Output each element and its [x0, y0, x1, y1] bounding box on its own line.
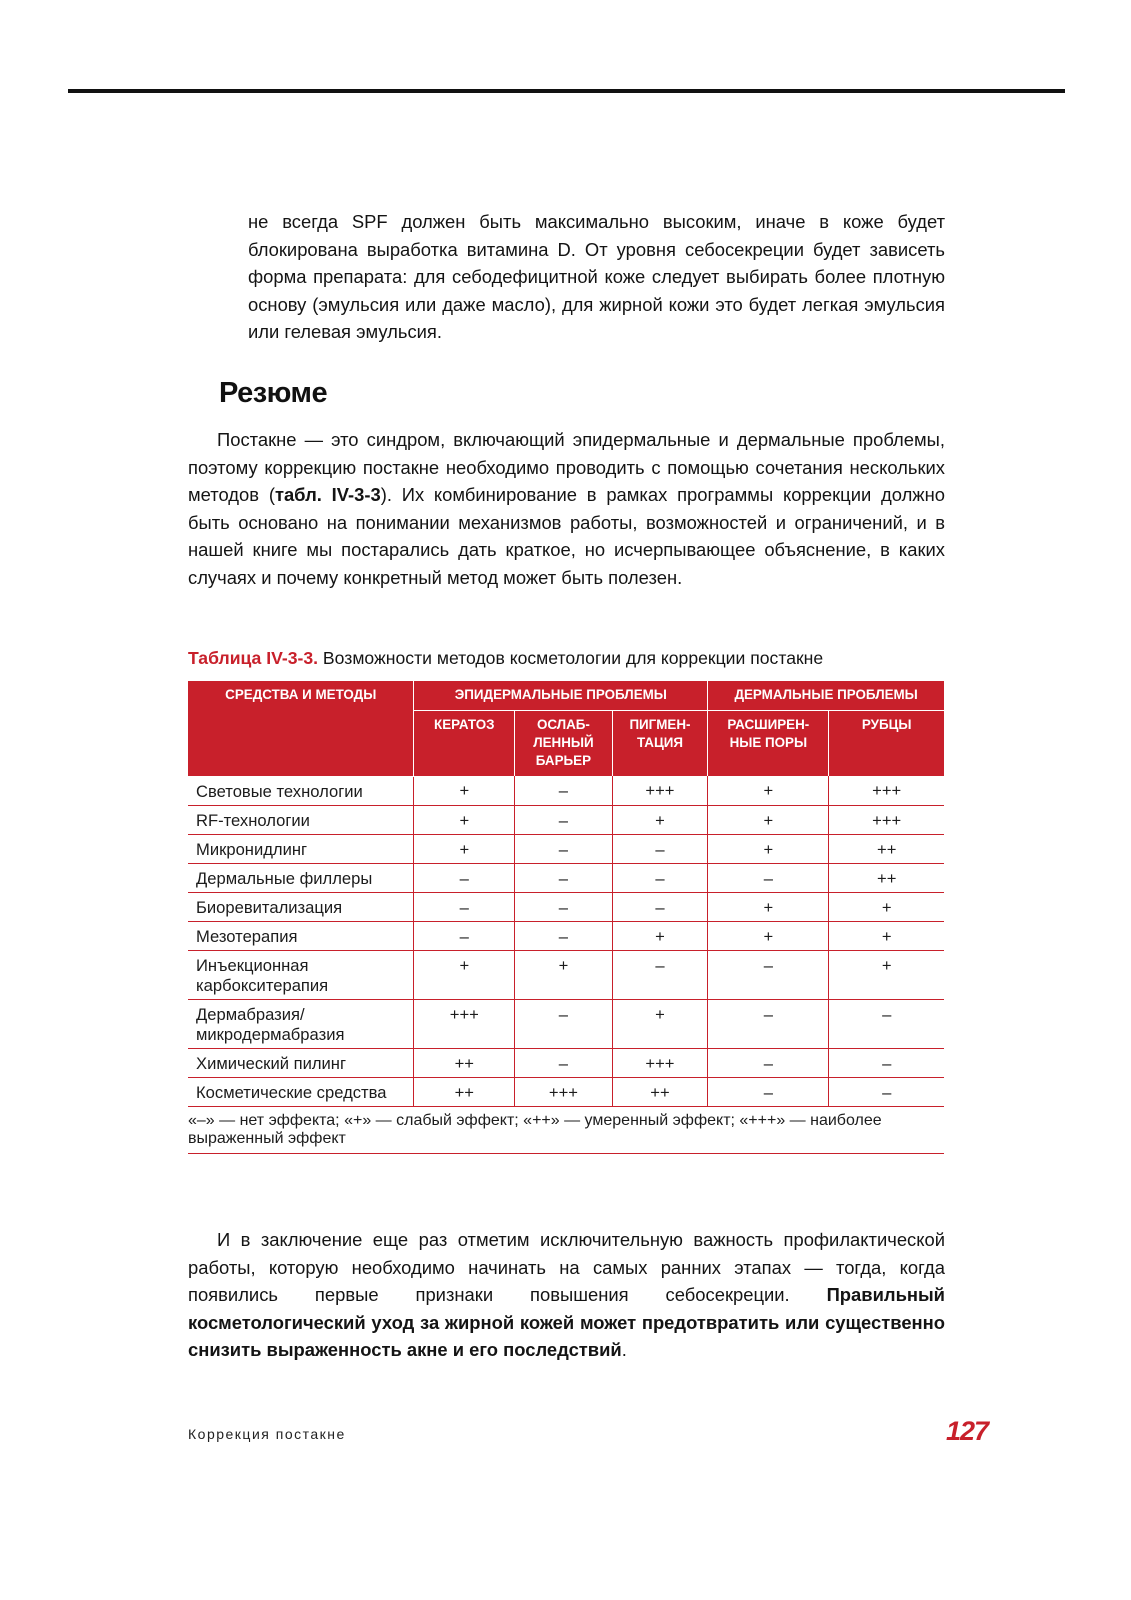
table-row [188, 999, 944, 1048]
cell-pigmentation: +++ [612, 776, 708, 805]
cell-pigmentation: – [612, 950, 708, 999]
cell-pigmentation: – [612, 863, 708, 892]
cell-keratosis: + [414, 776, 515, 805]
methods-table [188, 681, 944, 1154]
table-caption-text: Возможности методов косметологии для коррекции постакне [318, 648, 824, 668]
cell-enlarged-pores: – [708, 999, 829, 1048]
cell-scars: ++ [829, 834, 944, 863]
table-row [188, 834, 944, 863]
cell-enlarged-pores: – [708, 1048, 829, 1077]
row-method: Химический пилинг [188, 1048, 414, 1077]
conclusion-bold-text: Правильный косметологический уход за жирной кожей может предотвратить или существенно снизить выраженность акне и его последствий [188, 1284, 945, 1361]
row-method: Мезотерапия [188, 921, 414, 950]
cell-scars: +++ [829, 805, 944, 834]
row-method: Микронидлинг [188, 834, 414, 863]
cell-pigmentation: – [612, 834, 708, 863]
cell-enlarged-pores: – [708, 1077, 829, 1106]
cell-pigmentation: ++ [612, 1077, 708, 1106]
cell-scars: + [829, 921, 944, 950]
table-row [188, 776, 944, 805]
summary-paragraph [188, 426, 945, 592]
header-weak-barrier: ОСЛАБ-ЛЕННЫЙ БАРЬЕР [515, 711, 613, 777]
table-row [188, 863, 944, 892]
cell-keratosis: ++ [414, 1048, 515, 1077]
cell-scars: – [829, 1077, 944, 1106]
cell-pigmentation: – [612, 892, 708, 921]
table-caption-number: Таблица IV-3-3. [188, 648, 319, 668]
cell-pigmentation: +++ [612, 1048, 708, 1077]
header-group-dermal: ДЕРМАЛЬНЫЕ ПРОБЛЕМЫ [708, 681, 944, 711]
cell-weak-barrier: – [515, 892, 613, 921]
row-method: Инъекционная карбокситерапия [188, 950, 414, 999]
cell-weak-barrier: – [515, 863, 613, 892]
cell-keratosis: – [414, 921, 515, 950]
cell-weak-barrier: – [515, 999, 613, 1048]
header-keratosis: КЕРАТОЗ [414, 711, 515, 777]
cell-keratosis: + [414, 950, 515, 999]
cell-scars: +++ [829, 776, 944, 805]
cell-enlarged-pores: + [708, 776, 829, 805]
cell-scars: – [829, 1048, 944, 1077]
table-legend: «–» — нет эффекта; «+» — слабый эффект; «++» — умеренный эффект; «+++» — наиболее выраженный эффект [188, 1106, 944, 1153]
page-number: 127 [946, 1416, 989, 1446]
cell-keratosis: + [414, 834, 515, 863]
cell-weak-barrier: – [515, 834, 613, 863]
top-rule [68, 89, 1065, 93]
cell-scars: – [829, 999, 944, 1048]
cell-keratosis: ++ [414, 1077, 515, 1106]
section-title: Резюме [219, 377, 328, 409]
cell-weak-barrier: +++ [515, 1077, 613, 1106]
summary-text-1: Постакне — это синдром, включающий эпидермальные и дермальные проблемы, поэтому коррекцию постакне необходимо проводить с помощью сочетания нескольких методов ( [188, 429, 945, 506]
table-row [188, 921, 944, 950]
header-scars: РУБЦЫ [829, 711, 944, 777]
cell-keratosis: – [414, 863, 515, 892]
cell-keratosis: + [414, 805, 515, 834]
summary-text-2: ). Их комбинирование в рамках программы коррекции должно быть основано на понимании механизмов работы, возможностей и ограничений, и в нашей книге мы постарались дать краткое, но исчерпывающее объяснение, в каких случаях и почему конкретный метод может быть полезен. [188, 484, 945, 588]
cell-enlarged-pores: – [708, 863, 829, 892]
row-method: RF-технологии [188, 805, 414, 834]
cell-enlarged-pores: + [708, 921, 829, 950]
cell-enlarged-pores: + [708, 805, 829, 834]
header-group-epidermal: ЭПИДЕРМАЛЬНЫЕ ПРОБЛЕМЫ [414, 681, 708, 711]
cell-weak-barrier: – [515, 805, 613, 834]
header-pigmentation: ПИГМЕН-ТАЦИЯ [612, 711, 708, 777]
table-row [188, 892, 944, 921]
table-caption [188, 648, 948, 669]
cell-scars: + [829, 950, 944, 999]
cell-weak-barrier: – [515, 776, 613, 805]
legend-row [188, 1106, 944, 1153]
row-method: Дермабразия/ микродермабразия [188, 999, 414, 1048]
row-method: Биоревитализация [188, 892, 414, 921]
conclusion-text-2: . [621, 1339, 627, 1361]
running-title: Коррекция постакне [188, 1426, 346, 1442]
conclusion-text-1: И в заключение еще раз отметим исключительную важность профилактической работы, которую необходимо начинать на самых ранних этапах — тогда, когда появились первые признаки повышения себосекреции. [188, 1229, 945, 1306]
cell-weak-barrier: – [515, 921, 613, 950]
cell-pigmentation: + [612, 999, 708, 1048]
row-method: Косметические средства [188, 1077, 414, 1106]
cell-enlarged-pores: – [708, 950, 829, 999]
row-method: Дермальные филлеры [188, 863, 414, 892]
cell-keratosis: – [414, 892, 515, 921]
cell-scars: + [829, 892, 944, 921]
table-row [188, 1077, 944, 1106]
table-row [188, 1048, 944, 1077]
cell-weak-barrier: – [515, 1048, 613, 1077]
table-row [188, 950, 944, 999]
row-method: Световые технологии [188, 776, 414, 805]
cell-enlarged-pores: + [708, 834, 829, 863]
conclusion-paragraph [188, 1226, 945, 1364]
cell-scars: ++ [829, 863, 944, 892]
table-reference: табл. IV-3-3 [274, 484, 381, 506]
table-row [188, 805, 944, 834]
cell-pigmentation: + [612, 805, 708, 834]
cell-keratosis: +++ [414, 999, 515, 1048]
cell-enlarged-pores: + [708, 892, 829, 921]
intro-paragraph: не всегда SPF должен быть максимально высоким, иначе в коже будет блокирована выработка витамина D. От уровня себосекреции будет зависеть форма препарата: для себодефицитной коже следует выбирать более плотную основу (эмульсия или даже масло), для жирной кожи это будет легкая эмульсия или гелевая эмульсия. [248, 211, 945, 343]
cell-pigmentation: + [612, 921, 708, 950]
header-methods: СРЕДСТВА И МЕТОДЫ [188, 681, 414, 776]
header-enlarged-pores: РАСШИРЕН-НЫЕ ПОРЫ [708, 711, 829, 777]
cell-weak-barrier: + [515, 950, 613, 999]
